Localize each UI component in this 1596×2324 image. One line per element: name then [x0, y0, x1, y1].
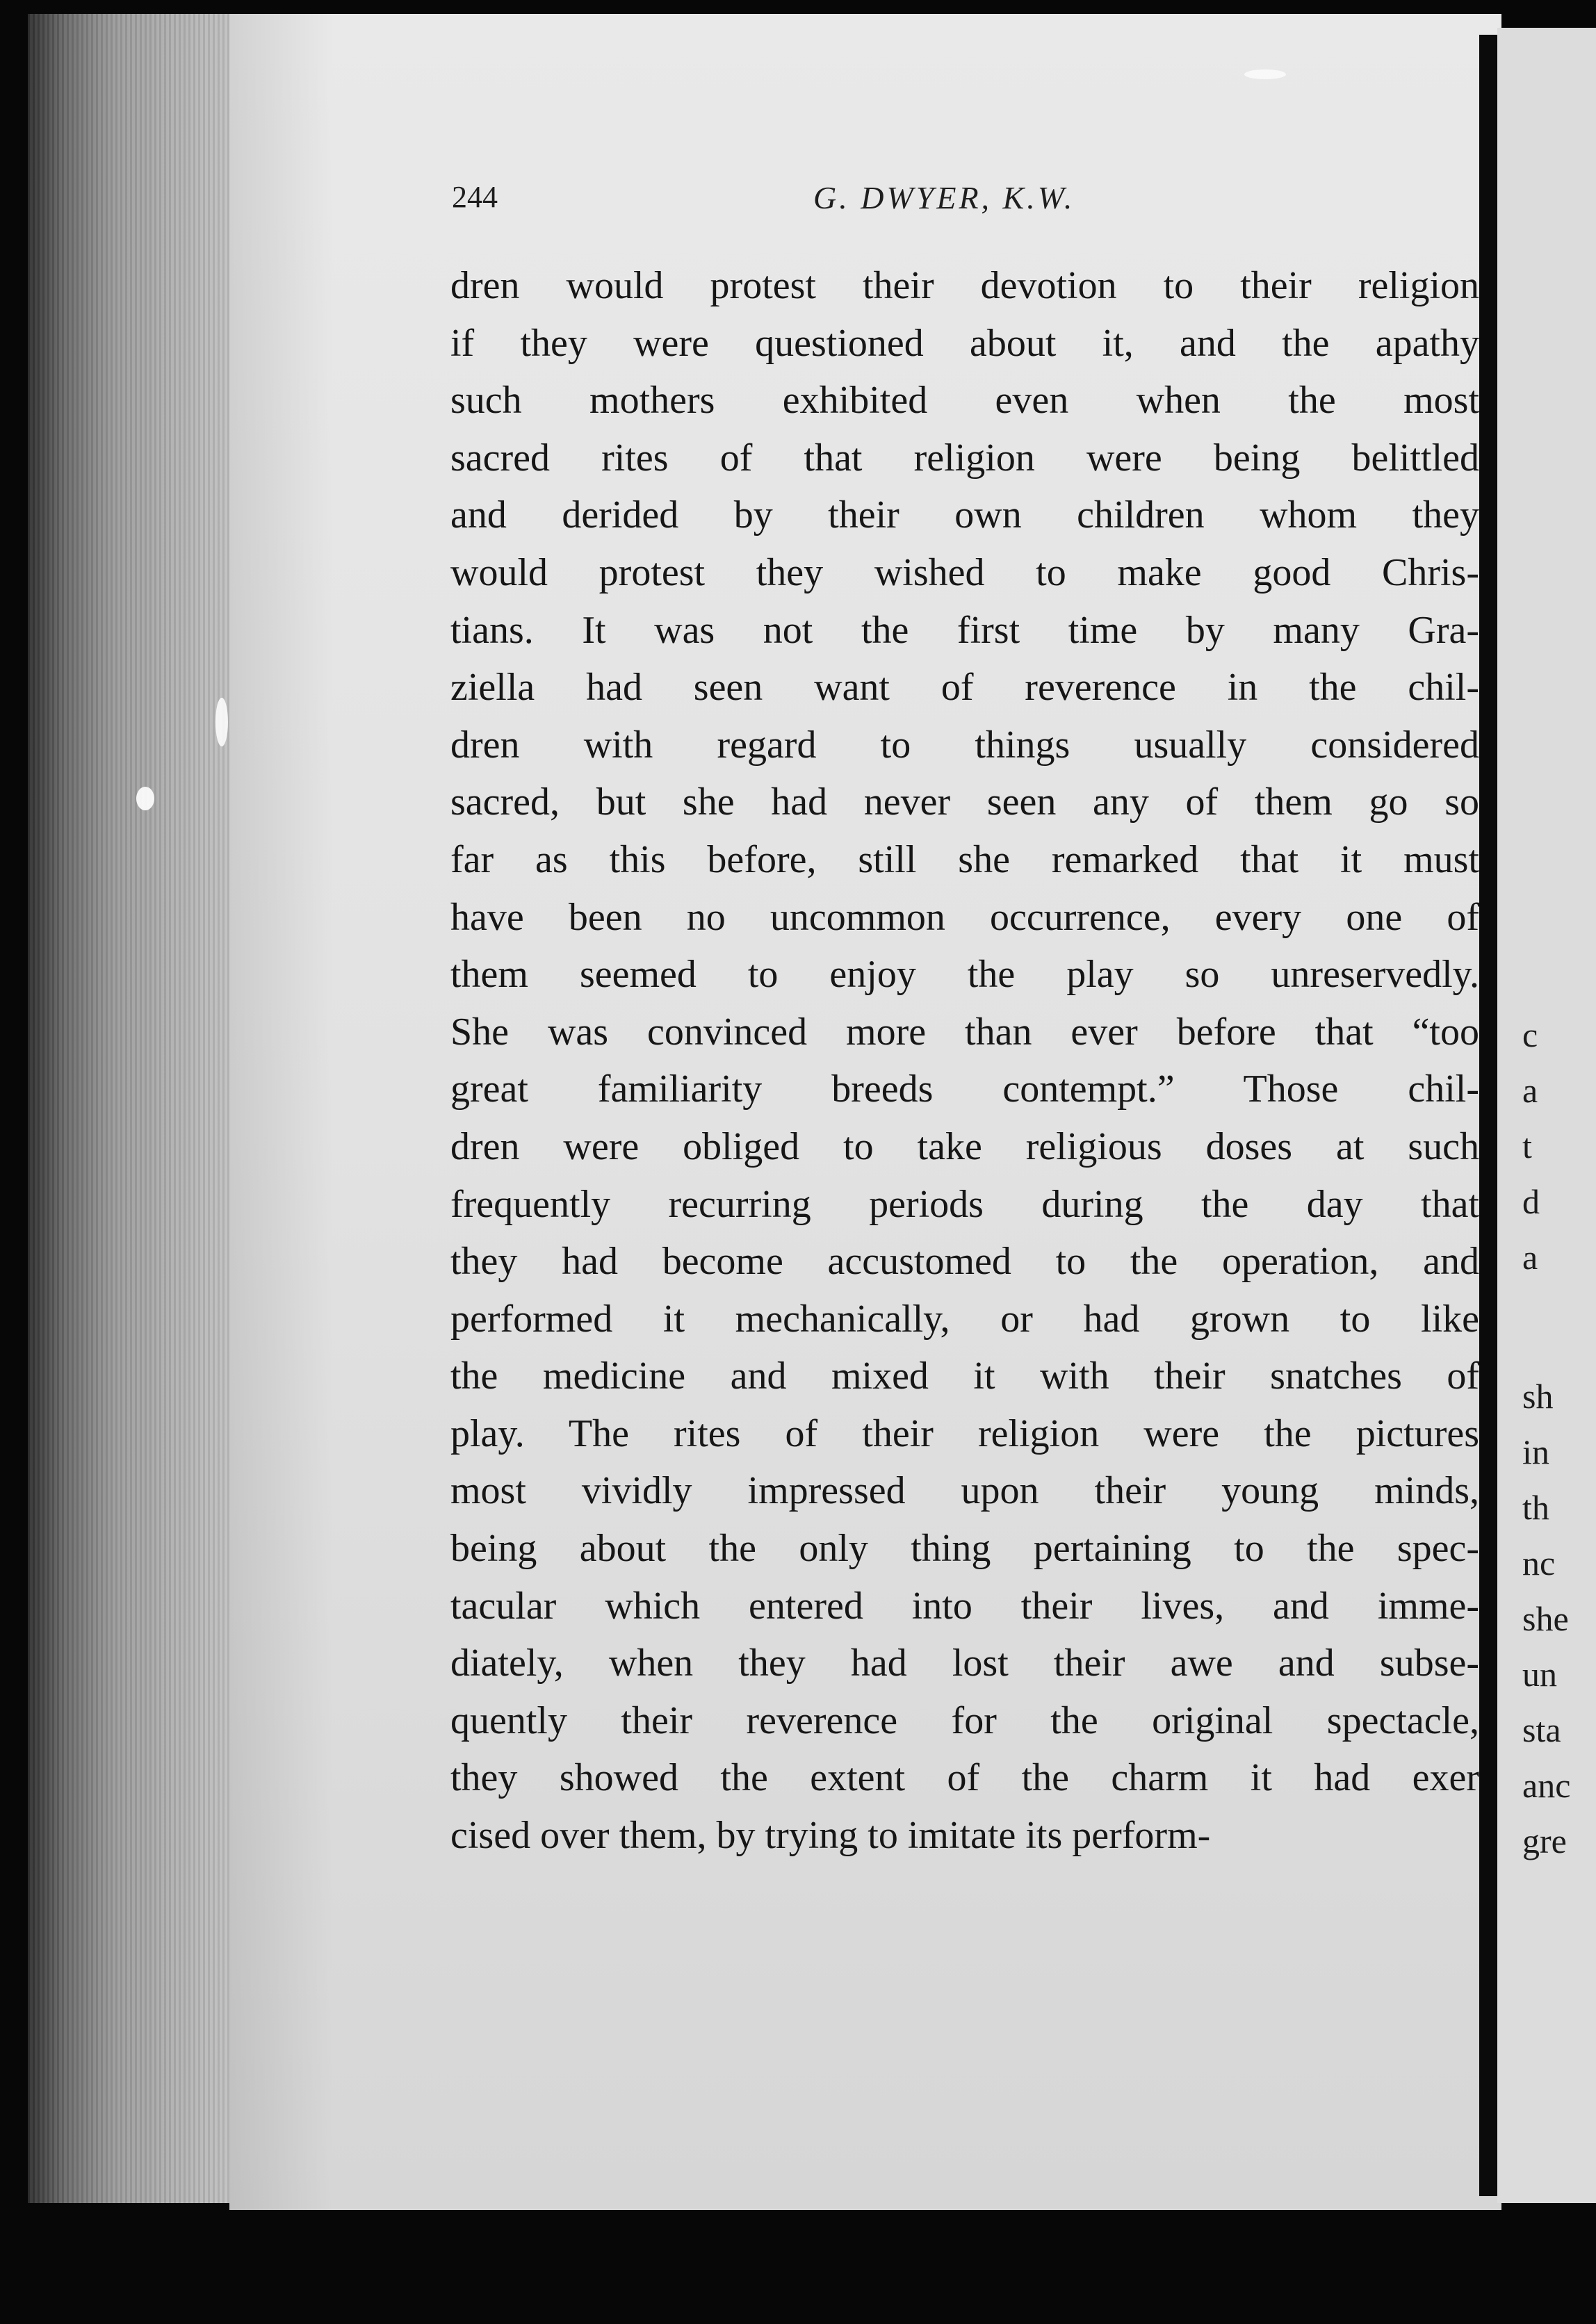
text-line: far as this before, still she remarked that it must: [450, 837, 1479, 881]
text-line: ziella had seen want of reverence in the chil-: [450, 666, 1479, 710]
page-number: 244: [452, 180, 498, 214]
facing-page-fragment: c: [1522, 1015, 1538, 1054]
facing-page-fragment: d: [1522, 1182, 1540, 1221]
running-title: G. DWYER, K.W.: [813, 180, 1075, 215]
scan-speck: [1244, 69, 1286, 79]
text-line: tians. It was not the first time by many Gra-: [450, 608, 1479, 652]
facing-page-fragment: gre: [1522, 1822, 1567, 1860]
facing-page-fragment: sta: [1522, 1710, 1561, 1749]
text-line: they had become accustomed to the operation, and: [450, 1240, 1479, 1284]
scan-speck: [136, 787, 154, 810]
text-line: if they were questioned about it, and the apathy: [450, 321, 1479, 365]
text-line: tacular which entered into their lives, and imme-: [450, 1584, 1479, 1628]
facing-page-fragment: sh: [1522, 1377, 1554, 1416]
facing-page-fragment: t: [1522, 1127, 1532, 1165]
page-edge-texture: [28, 14, 243, 2203]
text-line: quently their reverence for the original spectacle,: [450, 1699, 1479, 1742]
page-inner-shadow: [229, 14, 334, 2210]
text-line: performed it mechanically, or had grown to like: [450, 1297, 1479, 1341]
text-line: sacred rites of that religion were being belittled: [450, 436, 1479, 480]
text-line: have been no uncommon occurrence, every one of: [450, 895, 1479, 939]
facing-page-fragment: anc: [1522, 1766, 1571, 1805]
text-line: such mothers exhibited even when the most: [450, 379, 1479, 423]
book-gutter: [1479, 35, 1497, 2196]
facing-page-fragment: she: [1522, 1599, 1569, 1638]
text-line: the medicine and mixed it with their snatches of: [450, 1355, 1479, 1398]
text-line: dren were obliged to take religious doses at such: [450, 1124, 1479, 1168]
text-line: being about the only thing pertaining to the spec-: [450, 1527, 1479, 1571]
text-line: cised over them, by trying to imitate its perform-: [450, 1814, 1211, 1858]
facing-page-fragment: in: [1522, 1432, 1549, 1471]
text-line: dren with regard to things usually considered: [450, 723, 1479, 767]
text-line: them seemed to enjoy the play so unreservedly.: [450, 953, 1479, 997]
text-line: would protest they wished to make good Chris-: [450, 550, 1479, 594]
text-line: She was convinced more than ever before that “too: [450, 1010, 1479, 1054]
facing-page-fragment: nc: [1522, 1544, 1556, 1582]
facing-page-fragment: a: [1522, 1071, 1538, 1110]
text-line: sacred, but she had never seen any of them go so: [450, 780, 1479, 824]
facing-page-fragment: un: [1522, 1655, 1557, 1694]
text-line: dren would protest their devotion to their religion: [450, 264, 1479, 307]
text-line: diately, when they had lost their awe and subse-: [450, 1642, 1479, 1685]
facing-page-fragment: a: [1522, 1238, 1538, 1277]
text-line: and derided by their own children whom they: [450, 493, 1479, 537]
text-line: most vividly impressed upon their young minds,: [450, 1469, 1479, 1513]
text-line: play. The rites of their religion were the pictures: [450, 1411, 1479, 1455]
scan-speck: [215, 698, 228, 746]
text-line: frequently recurring periods during the day that: [450, 1182, 1479, 1226]
text-line: they showed the extent of the charm it had exer: [450, 1756, 1479, 1800]
facing-page-fragment: th: [1522, 1488, 1549, 1527]
body-text: [450, 257, 1479, 1865]
text-line: great familiarity breeds contempt.” Those chil-: [450, 1067, 1479, 1111]
running-head: [452, 179, 1425, 221]
facing-page: [1497, 28, 1596, 2203]
